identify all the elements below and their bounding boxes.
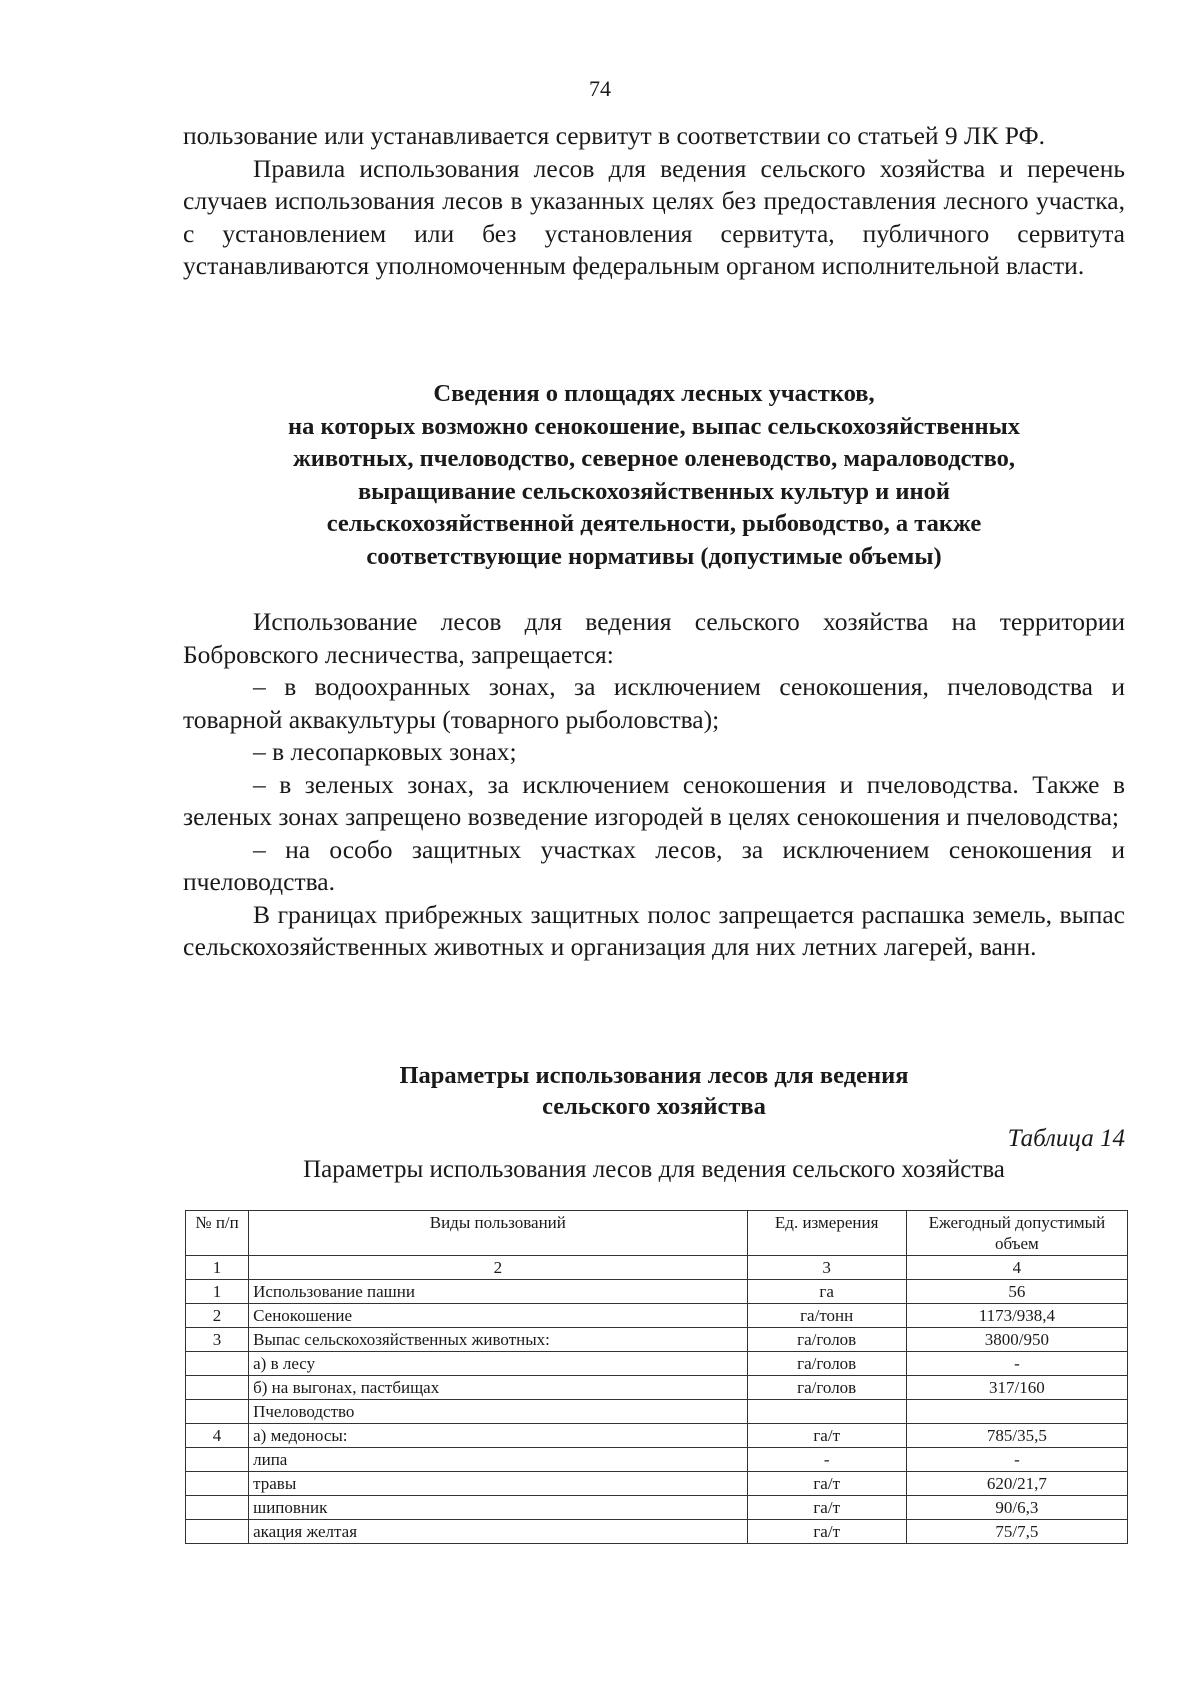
cell-num: 3	[186, 1328, 249, 1352]
restrictions-intro: Использование лесов для ведения сельского хозяйства на территории Бобровского лесничества, запрещается:	[183, 607, 1125, 669]
cell-volume: 75/7,5	[906, 1520, 1127, 1544]
cell-unit: -	[747, 1448, 906, 1472]
cell-unit: га/т	[747, 1424, 906, 1448]
cell-unit: га/тонн	[747, 1304, 906, 1328]
table-row	[186, 1304, 1128, 1328]
cell-kind: а) медоносы:	[249, 1424, 747, 1448]
cell-num	[186, 1472, 249, 1496]
heading-line: соответствующие нормативы (допустимые объемы)	[366, 542, 942, 570]
table-header-row	[186, 1211, 1128, 1256]
cell-unit: га	[747, 1280, 906, 1304]
cell-kind: Выпас сельскохозяйственных животных:	[249, 1328, 747, 1352]
cell-unit: га/голов	[747, 1352, 906, 1376]
cell-num: 1	[186, 1280, 249, 1304]
table-row	[186, 1424, 1128, 1448]
restriction-item: – в водоохранных зонах, за исключением сенокошения, пчеловодства и товарной аквакультуры (товарного рыболовства);	[183, 672, 1125, 734]
intro-paragraph-2: Правила использования лесов для ведения сельского хозяйства и перечень случаев использования лесов в указанных целях без предоставления лесного участка, с установлением или без установления сервитута, публичного сервитута устанавливаются уполномоченным федеральным органом исполнительной власти.	[183, 153, 1125, 280]
restriction-item: – на особо защитных участках лесов, за исключением сенокошения и пчеловодства.	[183, 834, 1125, 896]
cell-kind: акация желтая	[249, 1520, 747, 1544]
cell-volume: -	[906, 1352, 1127, 1376]
table-number-label: Таблица 14	[1007, 1125, 1125, 1152]
heading-line: Параметры использования лесов для ведения	[399, 1062, 909, 1089]
intro-paragraph-1: пользование или устанавливается сервитут в соответствии со статьей 9 ЛК РФ.	[183, 121, 1045, 150]
section-heading-params	[183, 1060, 1125, 1122]
table-caption: Параметры использования лесов для ведения сельского хозяйства	[303, 1156, 1005, 1183]
header-volume: Ежегодный допустимый объем	[906, 1211, 1127, 1256]
cell-unit: га/т	[747, 1472, 906, 1496]
heading-line: выращивание сельскохозяйственных культур и иной	[357, 477, 951, 505]
header-num: № п/п	[186, 1211, 249, 1256]
heading-line: сельского хозяйства	[542, 1093, 766, 1120]
cell-volume: 90/6,3	[906, 1496, 1127, 1520]
column-number: 4	[906, 1256, 1127, 1280]
cell-kind: липа	[249, 1448, 747, 1472]
table-row	[186, 1280, 1128, 1304]
cell-kind: Пчеловодство	[249, 1400, 747, 1424]
table-row	[186, 1400, 1128, 1424]
cell-num: 4	[186, 1424, 249, 1448]
cell-num	[186, 1352, 249, 1376]
cell-volume: 3800/950	[906, 1328, 1127, 1352]
column-number: 2	[249, 1256, 747, 1280]
cell-volume	[906, 1400, 1127, 1424]
cell-unit: га/т	[747, 1520, 906, 1544]
table-row	[186, 1496, 1128, 1520]
cell-kind: Сенокошение	[249, 1304, 747, 1328]
cell-volume: 785/35,5	[906, 1424, 1127, 1448]
cell-kind: шиповник	[249, 1496, 747, 1520]
table-row	[186, 1448, 1128, 1472]
cell-volume: 1173/938,4	[906, 1304, 1127, 1328]
restriction-item: – в зеленых зонах, за исключением сенокошения и пчеловодства. Также в зеленых зонах запрещено возведение изгородей в целях сенокошения и пчеловодства;	[183, 769, 1125, 831]
heading-line: сельскохозяйственной деятельности, рыбоводство, а также	[326, 510, 982, 537]
cell-volume: 620/21,7	[906, 1472, 1127, 1496]
cell-kind: Использование пашни	[249, 1280, 747, 1304]
cell-num	[186, 1448, 249, 1472]
cell-unit: га/голов	[747, 1328, 906, 1352]
cell-num	[186, 1496, 249, 1520]
heading-line: животных, пчеловодство, северное оленеводство, мараловодство,	[292, 445, 1016, 472]
page-number: 74	[589, 76, 611, 101]
table-row	[186, 1376, 1128, 1400]
restrictions-section	[183, 606, 1125, 964]
cell-unit	[747, 1400, 906, 1424]
cell-volume: 317/160	[906, 1376, 1127, 1400]
header-unit: Ед. измерения	[747, 1211, 906, 1256]
cell-unit: га/т	[747, 1496, 906, 1520]
column-number: 1	[186, 1256, 249, 1280]
cell-num	[186, 1400, 249, 1424]
restrictions-closing: В границах прибрежных защитных полос запрещается распашка земель, выпас сельскохозяйственных животных и организация для них летних лагерей, ванн.	[183, 899, 1125, 961]
heading-line: на которых возможно сенокошение, выпас сельскохозяйственных	[288, 412, 1020, 440]
cell-num: 2	[186, 1304, 249, 1328]
section-heading-areas	[183, 378, 1125, 573]
table-body	[186, 1280, 1128, 1544]
cell-num	[186, 1376, 249, 1400]
cell-kind: б) на выгонах, пастбищах	[249, 1376, 747, 1400]
column-number: 3	[747, 1256, 906, 1280]
params-table	[185, 1210, 1128, 1544]
restriction-item: – в лесопарковых зонах;	[253, 737, 517, 766]
table-row	[186, 1352, 1128, 1376]
cell-volume: 56	[906, 1280, 1127, 1304]
header-kind: Виды пользований	[249, 1211, 747, 1256]
cell-unit: га/голов	[747, 1376, 906, 1400]
table-row	[186, 1472, 1128, 1496]
cell-kind: травы	[249, 1472, 747, 1496]
cell-kind: а) в лесу	[249, 1352, 747, 1376]
cell-num	[186, 1520, 249, 1544]
cell-volume: -	[906, 1448, 1127, 1472]
table-row	[186, 1520, 1128, 1544]
intro-section	[183, 120, 1125, 283]
column-numbers-row	[186, 1256, 1128, 1280]
table-row	[186, 1328, 1128, 1352]
heading-line: Сведения о площадях лесных участков,	[433, 380, 875, 407]
